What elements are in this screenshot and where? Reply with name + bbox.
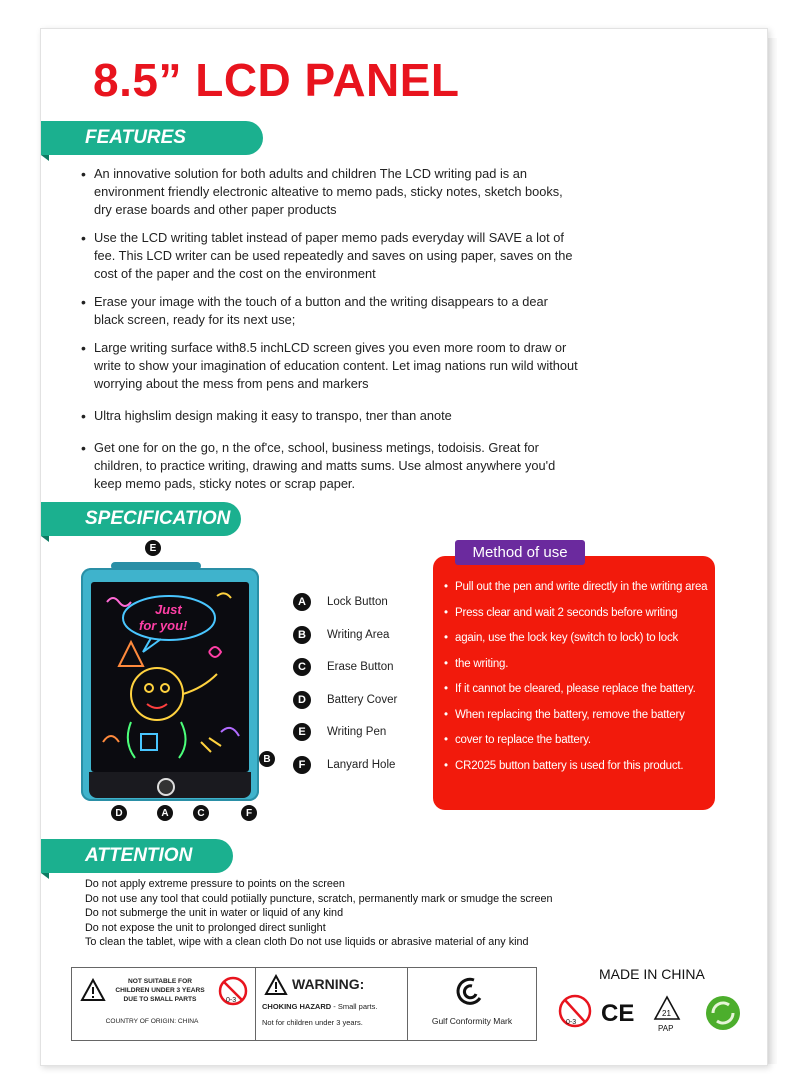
method-item: • cover to replace the battery. <box>441 728 713 754</box>
age-restriction-icon <box>218 976 248 1006</box>
parts-legend <box>293 586 433 781</box>
legend-label: Lanyard Hole <box>327 758 396 771</box>
attention-item: Do not expose the unit to prolonged direct sunlight <box>85 921 326 934</box>
country-of-origin: COUNTRY OF ORIGIN: CHINA <box>105 1018 199 1025</box>
recycle-number: 21 <box>662 1009 671 1018</box>
age-restriction-icon <box>560 996 590 1026</box>
attention-item: Do not apply extreme pressure to points on the screen <box>85 878 345 890</box>
age-warning-line3: DUE TO SMALL PARTS <box>123 996 197 1003</box>
legend-letter: E <box>293 723 311 741</box>
gulf-mark-cell <box>408 968 536 1040</box>
attention-banner: ATTENTION <box>41 839 233 873</box>
legend-letter: C <box>293 658 311 676</box>
ce-mark-icon: CE <box>601 1000 635 1027</box>
choking-warning-cell <box>256 968 408 1040</box>
erase-button <box>157 778 175 796</box>
recycle-code: PAP <box>658 1024 674 1033</box>
legend-row <box>293 586 433 619</box>
legend-row <box>293 619 433 652</box>
green-dot-icon <box>706 996 740 1030</box>
method-item: • CR2025 button battery is used for this product. <box>441 754 713 780</box>
legend-letter: A <box>293 593 311 611</box>
tablet-drawing <box>91 582 249 772</box>
callout-b: B <box>259 751 275 767</box>
method-item: • Press clear and wait 2 seconds before writing <box>441 601 713 627</box>
method-of-use-title: Method of use <box>455 540 585 565</box>
legend-letter: D <box>293 691 311 709</box>
cert-marks-svg <box>557 991 747 1041</box>
product-box-panel <box>40 28 768 1066</box>
features-banner: FEATURES <box>41 121 263 155</box>
attention-list <box>85 877 553 950</box>
attention-item: To clean the tablet, wipe with a clean cloth Do not use liquids or abrasive material of any kind <box>85 936 529 949</box>
feature-item: • Use the LCD writing tablet instead of paper memo pads everyday will SAVE a lot of fee. This LCD writer can be used repeatedly and saves on using paper, saves on the cost of the paper and the cost on the environment <box>81 229 581 283</box>
legend-row <box>293 749 433 782</box>
legend-letter: F <box>293 756 311 774</box>
made-in-china: MADE IN CHINA <box>599 966 705 982</box>
choking-hazard <box>262 1002 377 1011</box>
drawing-text-line2: for you! <box>139 618 188 633</box>
warning-labels <box>71 967 537 1041</box>
callout-a: A <box>157 805 173 821</box>
specification-banner: SPECIFICATION <box>41 502 241 536</box>
warning-triangle-icon <box>80 978 106 1002</box>
age-warning-line2: CHILDREN UNDER 3 YEARS <box>115 987 205 994</box>
legend-letter: B <box>293 626 311 644</box>
callout-e: E <box>145 540 161 556</box>
legend-label: Battery Cover <box>327 693 398 706</box>
age-icon-text: 0-3 <box>226 997 237 1004</box>
method-list <box>441 575 713 779</box>
legend-row <box>293 716 433 749</box>
feature-item: • Erase your image with the touch of a button and the writing disappears to a dear black screen, ready for its next use; <box>81 293 581 329</box>
page-title: 8.5” LCD PANEL <box>93 54 460 106</box>
legend-label: Erase Button <box>327 661 394 674</box>
age-warning-cell <box>72 968 256 1040</box>
lcd-tablet-image <box>81 568 259 801</box>
not-for-children: Not for children under 3 years. <box>262 1018 363 1027</box>
choking-hazard-label: CHOKING HAZARD <box>262 1002 332 1011</box>
warning-triangle-icon <box>264 974 288 996</box>
age-mark-text: 0-3 <box>566 1019 577 1026</box>
drawing-text-line1: Just <box>155 602 182 617</box>
writing-area <box>91 582 249 772</box>
gulf-conformity-label: Gulf Conformity Mark <box>431 1016 513 1026</box>
recycle-icon <box>655 997 679 1033</box>
warning-title: WARNING: <box>292 976 365 992</box>
method-item: • again, use the lock key (switch to lock) to lock <box>441 626 713 652</box>
attention-item: Do not submerge the unit in water or liquid of any kind <box>85 907 344 920</box>
legend-label: Writing Pen <box>327 726 387 739</box>
feature-item: • An innovative solution for both adults and children The LCD writing pad is an environment friendly electronic alteative to memo pads, sticky notes, sketch books, dry erase boards and other paper products <box>81 165 581 219</box>
callout-d: D <box>111 805 127 821</box>
legend-label: Lock Button <box>327 596 388 609</box>
legend-row <box>293 684 433 717</box>
feature-item: • Large writing surface with8.5 inchLCD screen gives you even more room to draw or write to show your imagination of education content. Let imag nations run wild without worrying about the mess from pens and markers <box>81 339 581 393</box>
feature-item: • Ultra highslim design making it easy to transpo, tner than anote <box>81 407 581 425</box>
callout-c: C <box>193 805 209 821</box>
features-list <box>81 165 581 503</box>
legend-row <box>293 651 433 684</box>
method-item: • When replacing the battery, remove the battery <box>441 703 713 729</box>
method-item: • the writing. <box>441 652 713 678</box>
age-warning-line1: NOT SUITABLE FOR <box>128 978 192 985</box>
choking-hazard-suffix: - Small parts. <box>331 1002 378 1011</box>
legend-label: Writing Area <box>327 628 390 641</box>
method-item: • If it cannot be cleared, please replace the battery. <box>441 677 713 703</box>
feature-item: • Get one for on the go, n the of'ce, school, business metings, todoisis. Great for children, to practice writing, drawing and matts sums. Use almost anywhere you'd keep memo pads, sticky notes or scrap paper. <box>81 439 581 493</box>
method-item: • Pull out the pen and write directly in the writing area <box>441 575 713 601</box>
callout-f: F <box>241 805 257 821</box>
attention-item: Do not use any tool that could potiially puncture, scratch, permanently mark or smudge the screen <box>85 892 553 905</box>
gulf-conformity-icon <box>452 974 486 1008</box>
certification-marks <box>557 991 747 1041</box>
